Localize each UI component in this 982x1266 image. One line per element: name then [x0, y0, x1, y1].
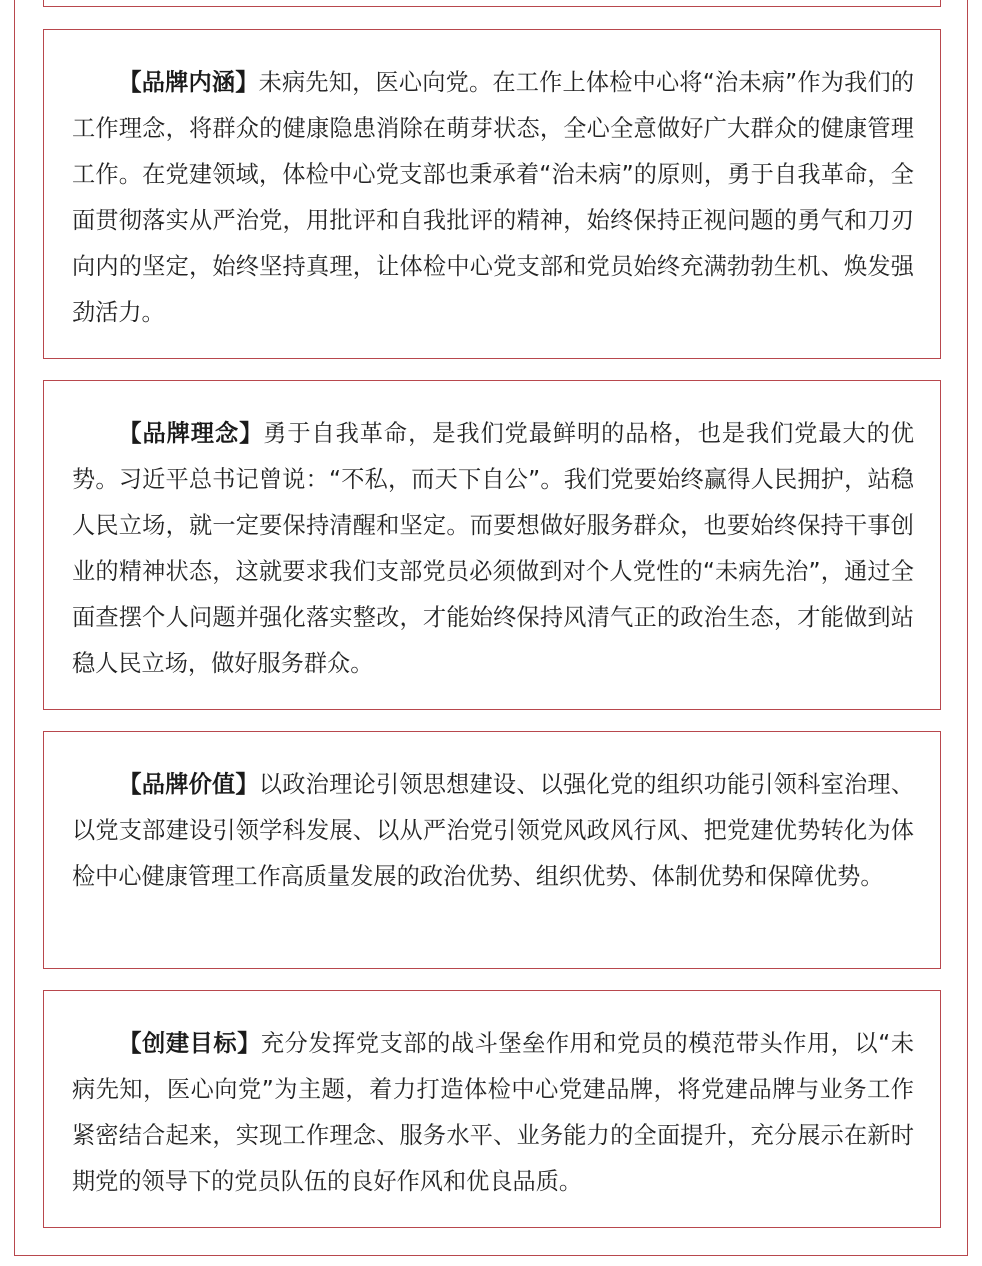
section-paragraph	[72, 762, 914, 900]
section-brand-philosophy	[43, 380, 941, 710]
section-label: 【品牌内涵】	[118, 69, 259, 96]
section-label: 【品牌价值】	[118, 771, 259, 798]
section-body: 未病先知，医心向党。在工作上体检中心将“治未病”作为我们的工作理念，将群众的健康隐患消除在萌芽状态，全心全意做好广大群众的健康管理工作。在党建领域，体检中心党支部也秉承着“治未病”的原则，勇于自我革命，全面贯彻落实从严治党，用批评和自我批评的精神，始终保持正视问题的勇气和刀刃向内的坚定，始终坚持真理，让体检中心党支部和党员始终充满勃勃生机、焕发强劲活力。	[72, 69, 915, 326]
previous-section-box	[43, 0, 941, 7]
section-paragraph	[72, 60, 914, 336]
section-body: 勇于自我革命，是我们党最鲜明的品格，也是我们党最大的优势。习近平总书记曾说：“不私，而天下自公”。我们党要始终赢得人民拥护，站稳人民立场，就一定要保持清醒和坚定。而要想做好服务群众，也要始终保持干事创业的精神状态，这就要求我们支部党员必须做到对个人党性的“未病先治”，通过全面查摆个人问题并强化落实整改，才能始终保持风清气正的政治生态，才能做到站稳人民立场，做好服务群众。	[72, 420, 915, 677]
section-body: 以政治理论引领思想建设、以强化党的组织功能引领科室治理、以党支部建设引领学科发展、以从严治党引领党风政风行风、把党建优势转化为体检中心健康管理工作高质量发展的政治优势、组织优势、体制优势和保障优势。	[72, 771, 915, 890]
section-brand-connotation	[43, 29, 941, 359]
section-creation-goal	[43, 990, 941, 1228]
section-body: 充分发挥党支部的战斗堡垒作用和党员的模范带头作用，以“未病先知，医心向党”为主题，着力打造体检中心党建品牌，将党建品牌与业务工作紧密结合起来，实现工作理念、服务水平、业务能力的全面提升，充分展示在新时期党的领导下的党员队伍的良好作风和优良品质。	[72, 1030, 915, 1195]
section-brand-value	[43, 731, 941, 969]
section-paragraph	[72, 1021, 914, 1205]
section-paragraph	[72, 411, 914, 687]
section-label: 【创建目标】	[118, 1030, 261, 1057]
section-label: 【品牌理念】	[118, 420, 264, 447]
